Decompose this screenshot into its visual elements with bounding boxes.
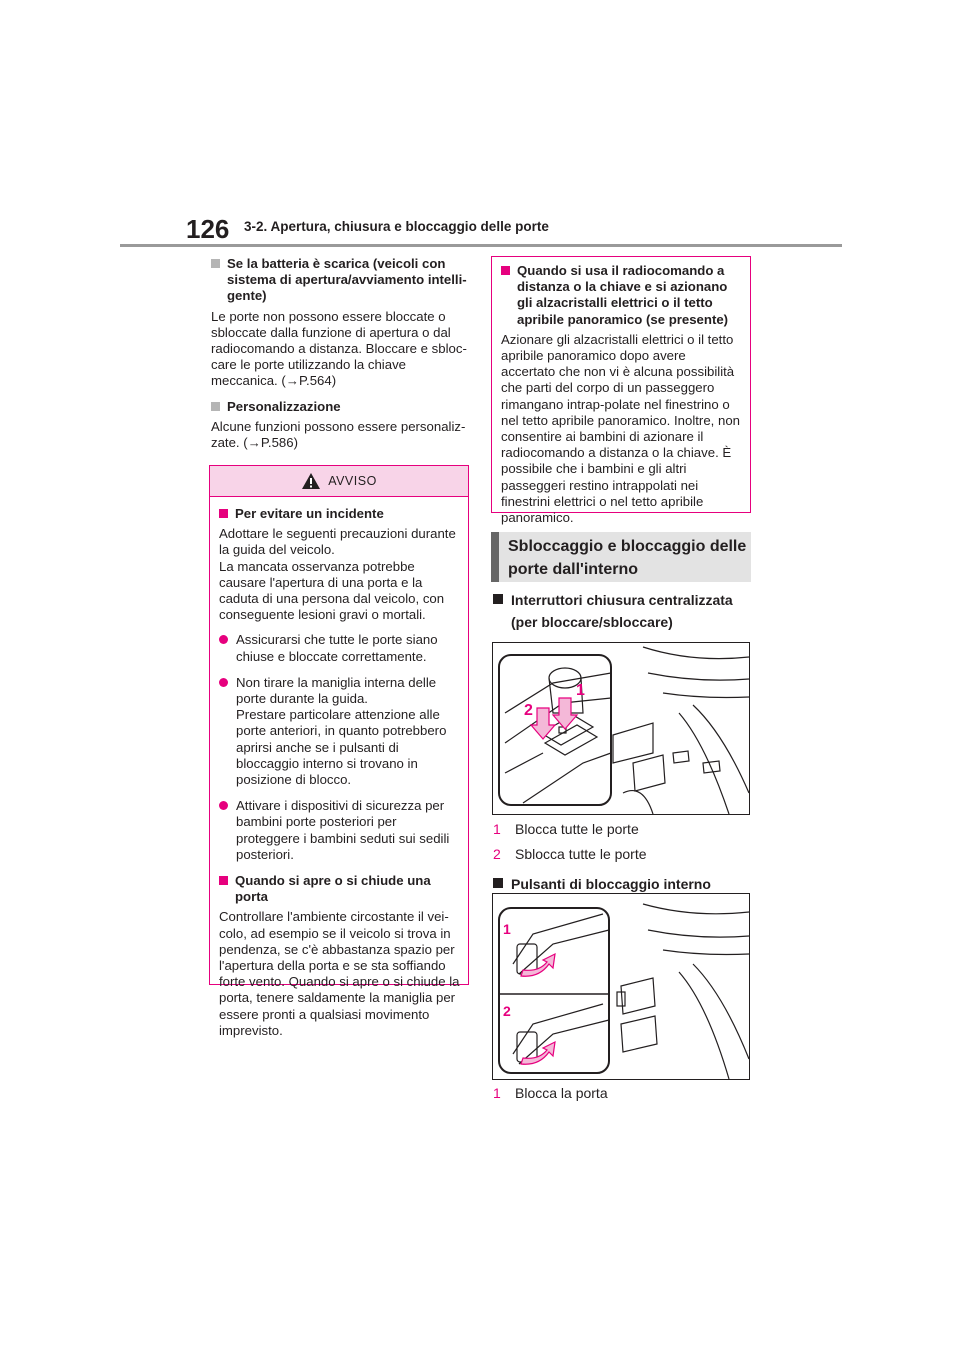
warning-s2-text: Controllare l'ambiente circostante il vei-colo, ad esempio se il veicolo si trova in pendenza, se c'è abbastanza spazio per l'apertura della porta e se sta soffiando forte vento. Quando si apre o si chiude la porta, tenere saldamente la maniglia per essere pronti a qualsiasi movimento imprevisto. bbox=[219, 909, 460, 1038]
custom-heading: Personalizzazione bbox=[211, 399, 469, 415]
switches-heading: Interruttori chiusura centralizzata (per bloccare/sbloccare) bbox=[493, 589, 751, 633]
square-bullet-icon bbox=[211, 259, 220, 268]
figure2-callout-2: 2 bbox=[503, 1003, 511, 1019]
figure1-callout-2: 2 bbox=[524, 702, 533, 719]
figure1-callout-1: 1 bbox=[576, 682, 585, 699]
section-title: Sbloccaggio e bloccaggio delle porte dall'interno bbox=[491, 532, 751, 582]
warning-header bbox=[210, 466, 468, 497]
warning-s1-heading: Per evitare un incidente bbox=[219, 506, 460, 522]
battery-text: Le porte non possono essere bloccate o sbloccate dalla funzione di apertura o dal radiocomando a distanza. Bloccare e sbloc-care le porte utilizzando la chiave meccanica. (→P.564) bbox=[211, 308, 467, 389]
warning-s2-heading: Quando si apre o si chiude una porta bbox=[219, 873, 460, 905]
square-bullet-icon bbox=[219, 509, 228, 518]
figure2-callout-1: 1 bbox=[503, 921, 511, 937]
square-bullet-icon bbox=[493, 878, 503, 888]
button-item-1: 1 Blocca la porta bbox=[493, 1085, 608, 1101]
switch-item-1: 1 Blocca tutte le porte bbox=[493, 821, 639, 837]
custom-text: Alcune funzioni possono essere personaliz-zate. (→P.586) bbox=[211, 418, 466, 451]
square-bullet-icon bbox=[219, 876, 228, 885]
square-bullet-icon bbox=[501, 266, 510, 275]
notice-heading: Quando si usa il radiocomando a distanza o la chiave e si azionano gli alzacristalli elettrici o il tetto apribile panoramico (se presente) bbox=[501, 263, 742, 328]
warning-s1-text: Adottare le seguenti precauzioni durante la guida del veicolo. bbox=[219, 526, 456, 558]
warning-s1-text2: La mancata osservanza potrebbe causare l'apertura di una porta e la caduta di una persona dal veicolo, con conseguente lesioni gravi o mortali. bbox=[219, 558, 445, 623]
warning-box bbox=[209, 465, 469, 1038]
switches-heading-block bbox=[493, 589, 751, 633]
lock-button-illustration bbox=[492, 893, 750, 1080]
switch-item-2: 2 Sblocca tutte le porte bbox=[493, 846, 647, 862]
warning-bullet-3: Attivare i dispositivi di sicurezza per bambini porte posteriori per proteggere i bambini seduti sui sedili posteriori. bbox=[219, 798, 460, 863]
chapter-title: 3-2. Apertura, chiusura e bloccaggio delle porte bbox=[244, 219, 549, 234]
battery-heading: Se la batteria è scarica (veicoli con sistema di apertura/avviamento intelli-gente) bbox=[211, 256, 469, 305]
notice-text: Azionare gli alzacristalli elettrici o il tetto apribile panoramico dopo avere accertato che non vi è alcuna possibilità che parti del corpo di un passeggero rimangano intrap-polate nel finestrino o nel tetto apribile panoramico. Inoltre, non consentire ai bambini di azionare il radiocomando a distanza o la chiave. È possibile che i bambini e gli altri passeggeri restino intrappolati nei finestrini elettrici o nel tetto apribile panoramico. bbox=[501, 331, 740, 526]
page-number: 126 bbox=[186, 214, 230, 244]
square-bullet-icon bbox=[493, 594, 503, 604]
notice-box bbox=[491, 256, 751, 526]
buttons-heading: Pulsanti di bloccaggio interno bbox=[493, 873, 751, 895]
dot-bullet-icon bbox=[219, 801, 228, 810]
warning-body bbox=[210, 497, 468, 1039]
square-bullet-icon bbox=[211, 402, 220, 411]
dot-bullet-icon bbox=[219, 678, 228, 687]
warning-bullet-1: Assicurarsi che tutte le porte siano chiuse e bloccate correttamente. bbox=[219, 632, 460, 664]
warning-bullet-2: Non tirare la maniglia interna delle porte durante la guida. Prestare particolare attenzione alle porte anteriori, in quanto potrebbero aprirsi anche se i pulsanti di bloccaggio interno si trovano in posizione di blocco. bbox=[219, 675, 460, 788]
warning-title: AVVISO bbox=[328, 474, 377, 488]
switch-illustration bbox=[492, 642, 750, 815]
buttons-heading-block bbox=[493, 873, 751, 895]
header-rule bbox=[120, 244, 842, 247]
warning-triangle-icon bbox=[301, 472, 321, 490]
dot-bullet-icon bbox=[219, 635, 228, 644]
left-column bbox=[211, 256, 469, 460]
